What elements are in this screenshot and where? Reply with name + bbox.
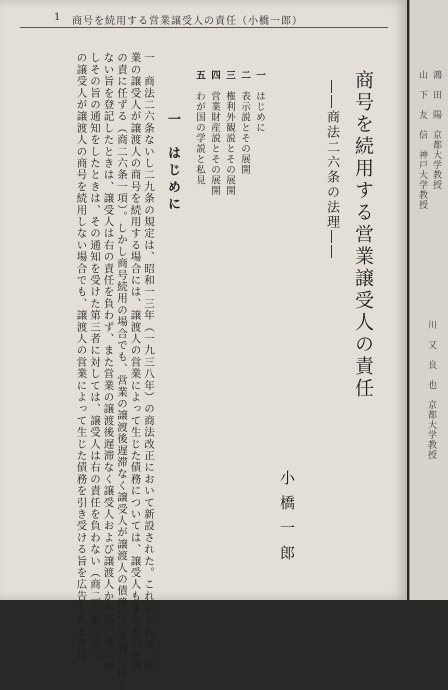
toc-item: 三 権利外観説とその展開 bbox=[224, 70, 235, 196]
article-subtitle: ――商法二六条の法理―― bbox=[324, 80, 339, 260]
toc-item: 四 営業財産説とその展開 bbox=[209, 70, 220, 196]
contributor-line: 鴻 田 陽 京都大学教授 bbox=[431, 70, 441, 190]
page-number: 1 bbox=[54, 12, 61, 23]
body-line: 業の譲受人が譲渡人の商号を続用する場合には、譲渡人の営業によって生じた債務については、譲受人もまたその弁済 bbox=[129, 52, 142, 673]
running-title: 商号を続用する営業譲受人の責任（小橋一郎） bbox=[72, 16, 303, 27]
body-text bbox=[38, 52, 155, 690]
article-title: 商号を続用する営業譲受人の責任 bbox=[352, 70, 374, 400]
toc-item: 二 表示説とその展開 bbox=[239, 70, 250, 175]
article-author: 小橋一郎 bbox=[278, 470, 296, 570]
body-line: 一 商法二六条ないし二九条の規定は、昭和一三年（一九三八年）の商法改正において新設された。これによれば、営 bbox=[143, 52, 155, 673]
header-rule bbox=[20, 27, 388, 28]
toc-item: 一 はじめに bbox=[254, 70, 265, 133]
contributor-line: 山 下 友 信 神戸大学教授 bbox=[417, 70, 427, 210]
toc-item: 五 わが国の学説と私見 bbox=[194, 70, 205, 186]
body-line: ない旨を登記したときは、譲受人は右の責任を負わず、また営業の譲渡後遅滞なく譲受人および譲渡人から第三者に対 bbox=[102, 52, 115, 673]
section-heading: 一 はじめに bbox=[165, 112, 180, 214]
body-line: の譲受人が譲渡人の商号を続用しない場合でも、譲渡人の営業によって生じた債務を引き受ける旨を広告したときは、 bbox=[75, 52, 88, 673]
contributor-line: 川 又 良 也 京都大学教授 bbox=[426, 320, 436, 460]
body-line: の責に任ずる（商二六条一項）。しかし商号続用の場合でも、営業の譲渡後遅滞なく譲受人が譲渡人の債務につき責に任じ bbox=[116, 52, 128, 690]
page-gutter bbox=[409, 0, 410, 600]
body-line: しその旨の通知をしたときは、その通知を受けた第三者に対しては、譲受人は右の責任を負わない（商二六条二項）。 bbox=[89, 52, 101, 667]
